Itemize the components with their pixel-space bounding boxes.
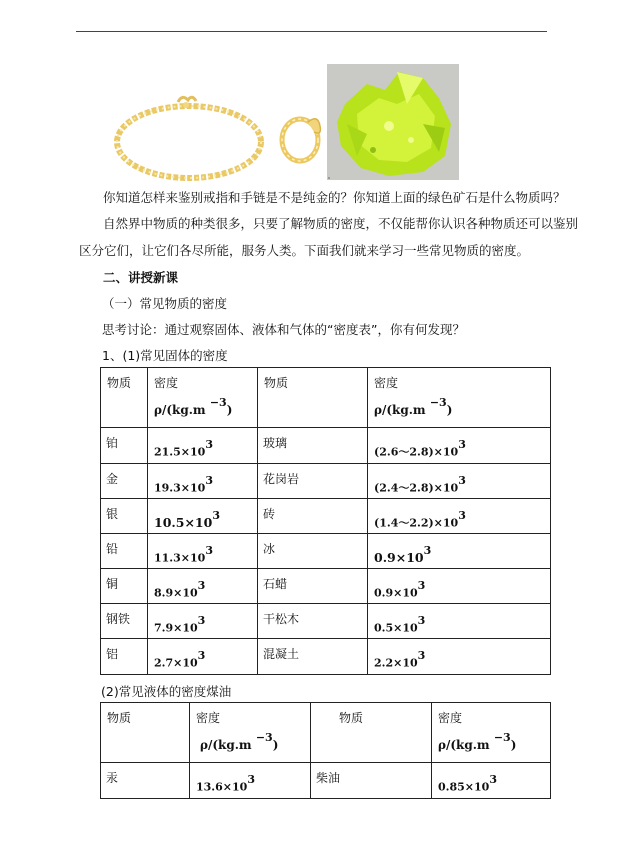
table-header-row — [101, 703, 551, 763]
header-density: 密度 — [438, 711, 463, 725]
table-row — [101, 604, 551, 639]
density-value: $7.9\times 10^3$ — [154, 614, 206, 635]
density-value: $0.9\times 10^3$ — [374, 544, 432, 566]
table-row — [101, 569, 551, 604]
header-substance: 物质 — [339, 711, 364, 725]
density-value: $(1.4\sim 2.2)\times 10^3$ — [374, 509, 466, 530]
header-substance: 物质 — [107, 376, 132, 390]
table-row — [101, 499, 551, 534]
header-substance: 物质 — [107, 711, 132, 725]
substance-name: 铂 — [106, 436, 119, 450]
density-value: $21.5\times 10^3$ — [154, 438, 213, 459]
header-density: 密度 — [154, 376, 179, 390]
table-row — [101, 534, 551, 569]
density-value: $(2.6\sim 2.8)\times 10^3$ — [374, 438, 466, 459]
density-value: $0.5\times 10^3$ — [374, 614, 426, 635]
density-value: $8.9\times 10^3$ — [154, 579, 206, 600]
green-mineral-image — [327, 64, 459, 180]
substance-name: 花岗岩 — [263, 472, 300, 486]
substance-name: 铜 — [106, 577, 119, 591]
density-value: $2.7\times 10^3$ — [154, 649, 206, 670]
density-value: $0.85\times 10^3$ — [438, 773, 497, 794]
intro-paragraph-line1: 自然界中物质的种类很多，只要了解物质的密度，不仅能帮你认识各种物质还可以鉴别 — [103, 216, 579, 231]
solids-density-table — [100, 367, 551, 675]
substance-name: 混凝土 — [263, 647, 300, 661]
density-value: $0.9\times 10^3$ — [374, 579, 426, 600]
intro-question: 你知道怎样来鉴别戒指和手链是不是纯金的？你知道上面的绿色矿石是什么物质吗？ — [103, 190, 566, 205]
substance-name: 柴油 — [316, 771, 341, 785]
header-unit: ρ/(kg.m $^{-3}$) — [374, 396, 453, 417]
substance-name: 银 — [106, 507, 119, 521]
header-unit: ρ/(kg.m $^{-3}$) — [200, 731, 279, 752]
header-unit: ρ/(kg.m $^{-3}$) — [438, 731, 517, 752]
liquids-table-caption: (2)常见液体的密度煤油 — [101, 684, 232, 699]
table-row — [101, 639, 551, 675]
substance-name: 钢铁 — [106, 612, 131, 626]
density-value: $(2.4\sim 2.8)\times 10^3$ — [374, 474, 466, 495]
substance-name: 玻璃 — [263, 436, 288, 450]
header-rule — [76, 31, 547, 32]
image-marker — [328, 177, 330, 179]
header-density: 密度 — [196, 711, 221, 725]
density-value: $13.6\times 10^3$ — [196, 773, 255, 794]
substance-name: 铅 — [106, 542, 119, 556]
table-row — [101, 763, 551, 799]
intro-paragraph-line2: 区分它们，让它们各尽所能，服务人类。下面我们就来学习一些常见物质的密度。 — [79, 243, 530, 258]
header-unit: ρ/(kg.m $^{-3}$) — [154, 396, 233, 417]
substance-name: 干松木 — [263, 612, 300, 626]
liquids-density-table — [100, 702, 551, 799]
table-header-row — [101, 368, 551, 428]
header-substance: 物质 — [264, 376, 289, 390]
gold-necklace-image — [112, 92, 267, 186]
substance-name: 金 — [106, 472, 119, 486]
table-row — [101, 464, 551, 499]
subsection-heading: （一）常见物质的密度 — [102, 296, 228, 311]
density-value: $11.3\times 10^3$ — [154, 544, 213, 565]
density-value: $2.2\times 10^3$ — [374, 649, 426, 670]
discussion-prompt: 思考讨论：通过观察固体、液体和气体的“密度表”，你有何发现？ — [102, 322, 465, 337]
substance-name: 冰 — [263, 542, 276, 556]
substance-name: 铝 — [106, 647, 119, 661]
section-heading: 二、讲授新课 — [103, 270, 179, 285]
substance-name: 砖 — [263, 507, 276, 521]
density-value: $10.5\times 10^3$ — [154, 509, 220, 531]
solids-table-caption: 1、(1)常见固体的密度 — [102, 348, 228, 363]
substance-name: 汞 — [106, 771, 119, 785]
substance-name: 石蜡 — [263, 577, 288, 591]
density-value: $19.3\times 10^3$ — [154, 474, 213, 495]
header-density: 密度 — [374, 376, 399, 390]
gold-ring-image — [278, 110, 324, 166]
table-row — [101, 428, 551, 464]
